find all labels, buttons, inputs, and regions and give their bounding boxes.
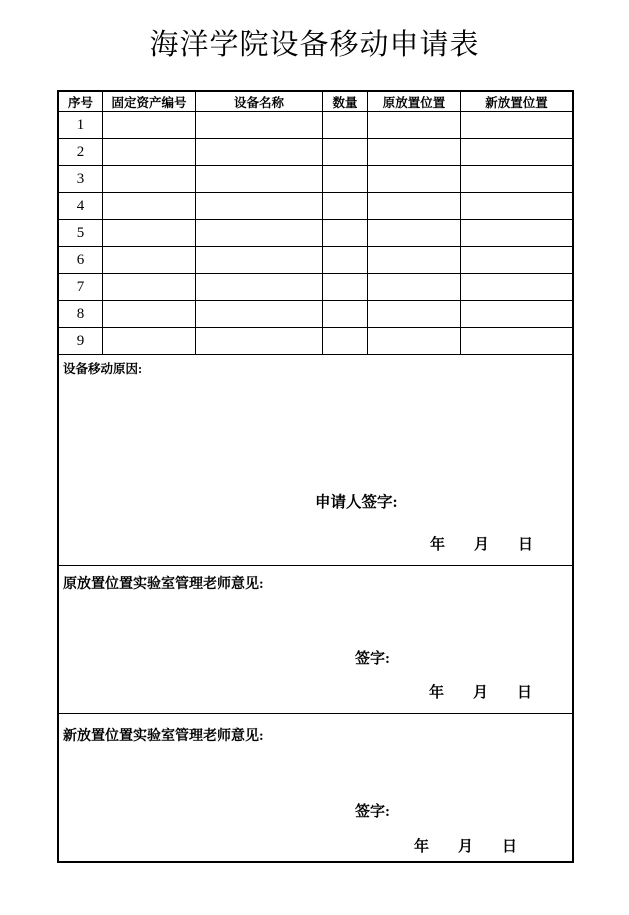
year-label: 年 [430,537,446,553]
fixed-asset-no-cell[interactable] [103,220,196,247]
year-label: 年 [414,839,430,855]
row-number-cell: 1 [59,112,103,139]
original-location-cell[interactable] [368,247,461,274]
day-label: 日 [517,685,533,701]
equipment-name-cell[interactable] [196,193,323,220]
row-number-cell: 2 [59,139,103,166]
row-number-cell: 8 [59,301,103,328]
original-location-cell[interactable] [368,139,461,166]
new-location-cell[interactable] [461,220,572,247]
equipment-name-cell[interactable] [196,112,323,139]
original-location-cell[interactable] [368,112,461,139]
header-original-location: 原放置位置 [368,92,461,112]
equipment-table [59,92,572,355]
year-label: 年 [429,685,445,701]
new-location-cell[interactable] [461,112,572,139]
reason-label: 设备移动原因: [63,362,143,376]
new-location-cell[interactable] [461,139,572,166]
quantity-cell[interactable] [323,220,368,247]
header-quantity: 数量 [323,92,368,112]
quantity-cell[interactable] [323,247,368,274]
header-new-location: 新放置位置 [461,92,572,112]
fixed-asset-no-cell[interactable] [103,328,196,355]
application-form [57,90,574,863]
original-date-labels [429,681,532,702]
equipment-name-cell[interactable] [196,247,323,274]
quantity-cell[interactable] [323,193,368,220]
fixed-asset-no-cell[interactable] [103,193,196,220]
month-label: 月 [458,839,474,855]
fixed-asset-no-cell[interactable] [103,166,196,193]
day-label: 日 [502,839,518,855]
new-location-cell[interactable] [461,274,572,301]
applicant-date-labels [430,533,533,554]
row-number-cell: 6 [59,247,103,274]
quantity-cell[interactable] [323,166,368,193]
original-location-cell[interactable] [368,166,461,193]
header-equipment-name: 设备名称 [196,92,323,112]
quantity-cell[interactable] [323,112,368,139]
original-location-opinion-section[interactable] [59,565,572,713]
reason-section[interactable] [59,355,572,565]
quantity-cell[interactable] [323,139,368,166]
row-number-cell: 5 [59,220,103,247]
new-location-cell[interactable] [461,328,572,355]
row-number-cell: 3 [59,166,103,193]
row-number-cell: 4 [59,193,103,220]
equipment-name-cell[interactable] [196,166,323,193]
new-date-labels [414,835,517,856]
fixed-asset-no-cell[interactable] [103,139,196,166]
equipment-name-cell[interactable] [196,301,323,328]
original-signature-label: 签字: [355,651,390,667]
equipment-name-cell[interactable] [196,220,323,247]
original-location-cell[interactable] [368,220,461,247]
original-location-cell[interactable] [368,328,461,355]
month-label: 月 [473,685,489,701]
quantity-cell[interactable] [323,301,368,328]
original-location-opinion-label: 原放置位置实验室管理老师意见: [63,577,264,592]
new-location-cell[interactable] [461,166,572,193]
page-title: 海洋学院设备移动申请表 [149,29,480,61]
row-number-cell: 7 [59,274,103,301]
new-location-opinion-label: 新放置位置实验室管理老师意见: [63,729,264,744]
row-number-cell: 9 [59,328,103,355]
new-location-cell[interactable] [461,193,572,220]
new-location-cell[interactable] [461,301,572,328]
header-row-number: 序号 [59,92,103,112]
new-location-cell[interactable] [461,247,572,274]
original-location-cell[interactable] [368,193,461,220]
quantity-cell[interactable] [323,328,368,355]
equipment-name-cell[interactable] [196,328,323,355]
new-signature-label: 签字: [355,804,390,820]
equipment-name-cell[interactable] [196,139,323,166]
day-label: 日 [518,537,534,553]
month-label: 月 [474,537,490,553]
equipment-name-cell[interactable] [196,274,323,301]
original-location-cell[interactable] [368,301,461,328]
fixed-asset-no-cell[interactable] [103,112,196,139]
fixed-asset-no-cell[interactable] [103,274,196,301]
original-location-cell[interactable] [368,274,461,301]
applicant-signature-label: 申请人签字: [315,494,398,511]
fixed-asset-no-cell[interactable] [103,247,196,274]
new-location-opinion-section[interactable] [59,713,572,861]
quantity-cell[interactable] [323,274,368,301]
fixed-asset-no-cell[interactable] [103,301,196,328]
header-fixed-asset-no: 固定资产编号 [103,92,196,112]
